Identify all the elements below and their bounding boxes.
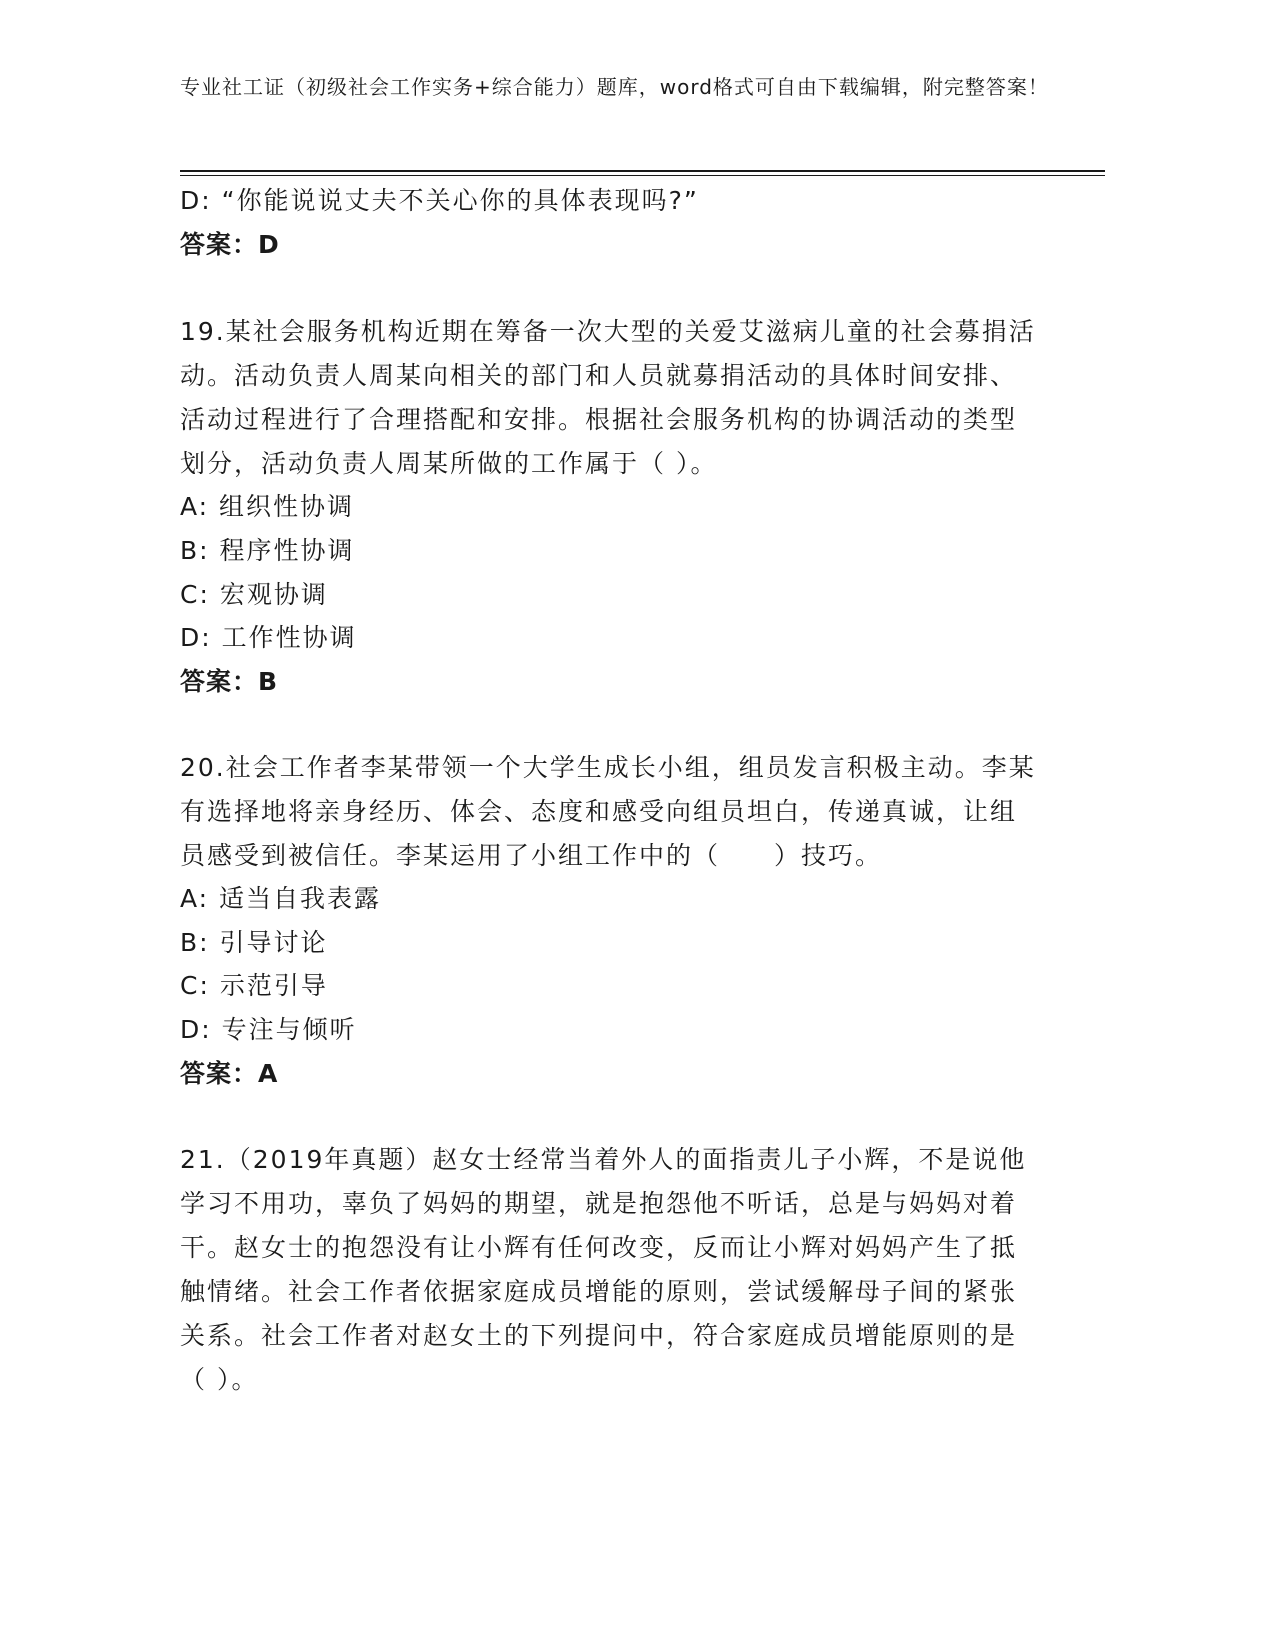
question-19-option-c: C: 宏观协调 [180,580,328,609]
prev-option-d: D: “你能说说丈夫不关心你的具体表现吗?” [180,186,699,215]
question-19-option-a: A: 组织性协调 [180,492,355,521]
question-20-answer: 答案：A [180,1059,279,1088]
header-divider [180,170,1105,172]
question-20-stem: 20.社会工作者李某带领一个大学生成长小组，组员发言积极主动。李某有选择地将亲身经历、体会、态度和感受向组员坦白，传递真诚，让组员感受到被信任。李某运用了小组工作中的（ ）技巧。 [180,753,1036,870]
question-19-stem: 19.某社会服务机构近期在筹备一次大型的关爱艾滋病儿童的社会募捐活动。活动负责人周某向相关的部门和人员就募捐活动的具体时间安排、活动过程进行了合理搭配和安排。根据社会服务机构的协调活动的类型划分，活动负责人周某所做的工作属于（ ）。 [180,317,1036,478]
question-20-option-b: B: 引导讨论 [180,928,328,957]
question-19-option-d: D: 工作性协调 [180,623,357,652]
prev-answer: 答案：D [180,230,280,259]
question-19-option-b: B: 程序性协调 [180,536,355,565]
question-20-option-d: D: 专注与倾听 [180,1015,357,1044]
question-21-stem: 21.（2019年真题）赵女士经常当着外人的面指责儿子小辉，不是说他学习不用功，辜负了妈妈的期望，就是抱怨他不听话，总是与妈妈对着干。赵女士的抱怨没有让小辉有任何改变，反而让小辉对妈妈产生了抵触情绪。社会工作者依据家庭成员增能的原则，尝试缓解母子间的紧张关系。社会工作者对赵女土的下列提问中，符合家庭成员增能原则的是（ ）。 [180,1145,1027,1394]
question-20-option-a: A: 适当自我表露 [180,884,382,913]
question-20-option-c: C: 示范引导 [180,971,328,1000]
question-19-answer: 答案：B [180,667,279,696]
page-header: 专业社工证（初级社会工作实务+综合能力）题库，word格式可自由下载编辑，附完整答案！ [180,75,1049,99]
header-divider-thin [180,175,1105,176]
